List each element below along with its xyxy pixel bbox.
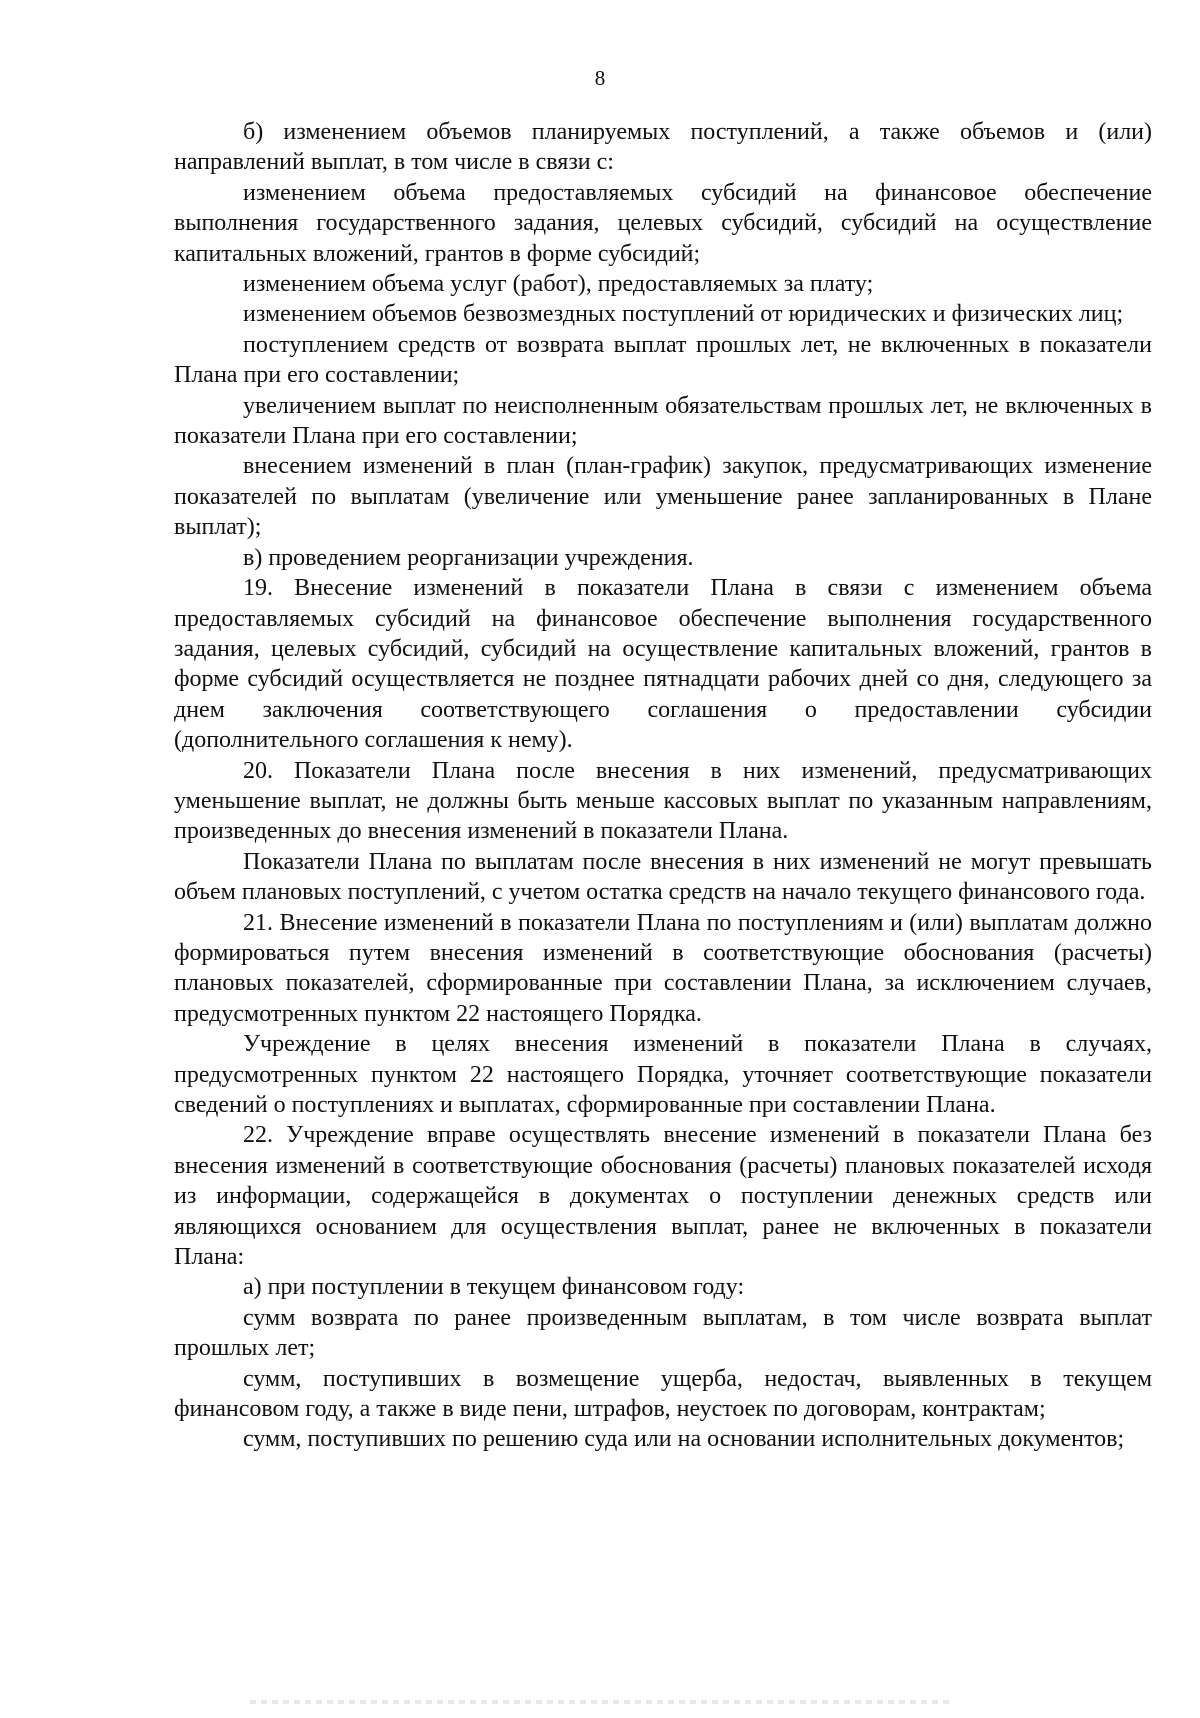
paragraph-unfulfilled-obligations: увеличением выплат по неисполненным обязательствам прошлых лет, не включенных в показатели Плана при его составлении; [174, 392, 1152, 450]
paragraph-paid-services: изменением объема услуг (работ), предоставляемых за плату; [243, 271, 874, 298]
paragraph-20: 20. Показатели Плана после внесения в них изменений, предусматривающих уменьшение выплат, не должны быть меньше кассовых выплат по указанным направлениям, произведенных до внесения изменений в показатели Плана. [174, 757, 1152, 845]
paragraph-v-reorganization: в) проведением реорганизации учреждения. [243, 544, 694, 571]
scan-artifact-line [250, 1700, 950, 1704]
paragraph-19: 19. Внесение изменений в показатели Плана в связи с изменением объема предоставляемых субсидий на финансовое обеспечение выполнения государственного задания, целевых субсидий, субсидий на осуществление капитальных вложений, грантов в форме субсидий осуществляется не позднее пятнадцати рабочих дней со дня, следующего за днем заключения соответствующего соглашения о предоставлении субсидии (дополнительного соглашения к нему). [174, 575, 1152, 754]
paragraph-20-continued: Показатели Плана по выплатам после внесения в них изменений не могут превышать объем плановых поступлений, с учетом остатка средств на начало текущего финансового года. [174, 848, 1152, 906]
paragraph-22: 22. Учреждение вправе осуществлять внесение изменений в показатели Плана без внесения изменений в соответствующие обоснования (расчеты) плановых показателей исходя из информации, содержащейся в документах о поступлении денежных средств или являющихся основанием для осуществления выплат, ранее не включенных в показатели Плана: [174, 1122, 1152, 1271]
paragraph-refund-amounts: сумм возврата по ранее произведенным выплатам, в том числе возврата выплат прошлых лет; [174, 1304, 1152, 1362]
paragraph-subsidies-change: изменением объема предоставляемых субсидий на финансовое обеспечение выполнения государственного задания, целевых субсидий, субсидий на осуществление капитальных вложений, грантов в форме субсидий; [174, 179, 1152, 267]
paragraph-procurement-plan: внесением изменений в план (план-график) закупок, предусматривающих изменение показателей по выплатам (увеличение или уменьшение ранее запланированных в Плане выплат); [174, 453, 1152, 541]
paragraph-a-current-year: а) при поступлении в текущем финансовом году: [243, 1274, 745, 1301]
paragraph-gratuitous-receipts: изменением объемов безвозмездных поступлений от юридических и физических лиц; [243, 301, 1124, 328]
paragraph-21: 21. Внесение изменений в показатели Плана по поступлениям и (или) выплатам должно формироваться путем внесения изменений в соответствующие обоснования (расчеты) плановых показателей, сформированные при составлении Плана, за исключением случаев, предусмотренных пунктом 22 настоящего Порядка. [174, 909, 1152, 1027]
paragraph-refunds-previous-years: поступлением средств от возврата выплат прошлых лет, не включенных в показатели Плана при его составлении; [174, 331, 1152, 389]
paragraph-court-decision: сумм, поступивших по решению суда или на основании исполнительных документов; [243, 1426, 1125, 1453]
document-body [174, 117, 1152, 1455]
paragraph-damage-compensation: сумм, поступивших в возмещение ущерба, недостач, выявленных в текущем финансовом году, а также в виде пени, штрафов, неустоек по договорам, контрактам; [174, 1365, 1152, 1423]
paragraph-21-continued: Учреждение в целях внесения изменений в показатели Плана в случаях, предусмотренных пунктом 22 настоящего Порядка, уточняет соответствующие показатели сведений о поступлениях и выплатах, сформированные при составлении Плана. [174, 1031, 1152, 1118]
paragraph-b: б) изменением объемов планируемых поступлений, а также объемов и (или) направлений выплат, в том числе в связи с: [174, 119, 1152, 176]
page-number: 8 [594, 66, 606, 90]
